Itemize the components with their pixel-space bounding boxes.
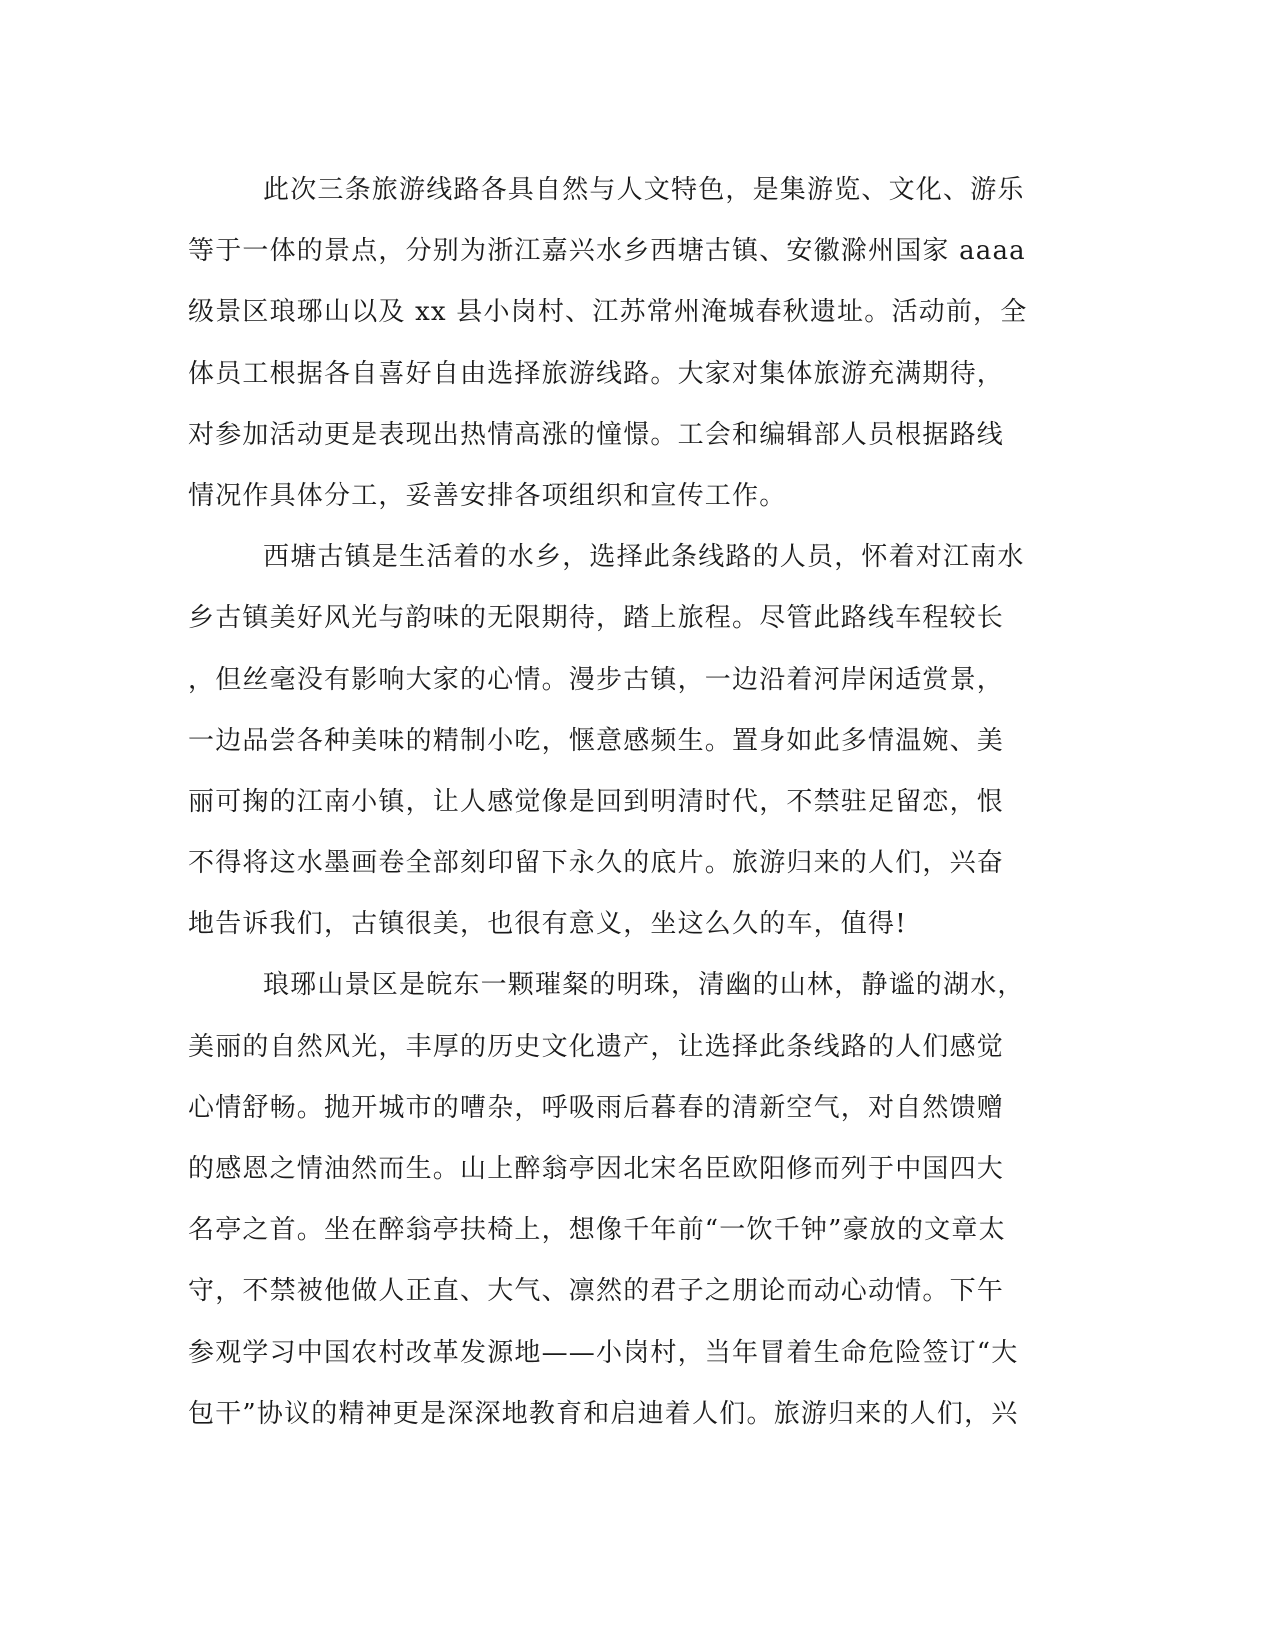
- paragraph-1-line: 此次三条旅游线路各具自然与人文特色，是集游览、文化、游乐: [263, 175, 1025, 205]
- paragraph-3-line: 美丽的自然风光，丰厚的历史文化遗产，让选择此条线路的人们感觉: [188, 1031, 1005, 1062]
- paragraph-2-line: 乡古镇美好风光与韵味的无限期待，踏上旅程。尽管此路线车程较长: [188, 603, 1005, 634]
- paragraph-1-line: 对参加活动更是表现出热情高涨的憧憬。工会和编辑部人员根据路线: [188, 419, 1005, 450]
- paragraph-1-line: 情况作具体分工，妥善安排各项组织和宣传工作。: [188, 480, 787, 511]
- paragraph-2-line: 丽可掬的江南小镇，让人感觉像是回到明清时代，不禁驻足留恋，恨: [188, 786, 1005, 817]
- paragraph-2-line: 一边品尝各种美味的精制小吃，惬意感频生。置身如此多情温婉、美: [188, 725, 1005, 756]
- paragraph-3-line: 参观学习中国农村改革发源地——小岗村，当年冒着生命危险签订“大: [188, 1337, 1019, 1368]
- paragraph-1-line: 级景区琅琊山以及 xx 县小岗村、江苏常州淹城春秋遗址。活动前，全: [188, 297, 1028, 328]
- paragraph-2-line: 不得将这水墨画卷全部刻印留下永久的底片。旅游归来的人们，兴奋: [188, 848, 1005, 879]
- paragraph-3-line: 守，不禁被他做人正直、大气、凛然的君子之朋论而动心动情。下午: [188, 1276, 1005, 1307]
- paragraph-3-line: 琅琊山景区是皖东一颗璀粲的明珠，清幽的山林，静谧的湖水，: [263, 970, 1025, 1001]
- paragraph-3-line: 的感恩之情油然而生。山上醉翁亭因北宋名臣欧阳修而列于中国四大: [188, 1154, 1005, 1184]
- paragraph-3-line: 心情舒畅。抛开城市的嘈杂，呼吸雨后暮春的清新空气，对自然馈赠: [188, 1092, 1005, 1123]
- paragraph-1-line: 等于一体的景点，分别为浙江嘉兴水乡西塘古镇、安徽滁州国家 aaaa: [188, 236, 1026, 267]
- paragraph-3-line: 名亭之首。坐在醉翁亭扶椅上，想像千年前“一饮千钟”豪放的文章太: [188, 1215, 1006, 1246]
- paragraph-3-line: 包干”协议的精神更是深深地教育和启迪着人们。旅游归来的人们，兴: [188, 1398, 1019, 1429]
- paragraph-2-line: 西塘古镇是生活着的水乡，选择此条线路的人员，怀着对江南水: [263, 542, 1025, 573]
- paragraph-2-line: 地告诉我们，古镇很美，也很有意义，坐这么久的车，值得!: [188, 909, 907, 940]
- paragraph-2-line: ，但丝毫没有影响大家的心情。漫步古镇，一边沿着河岸闲适赏景，: [188, 664, 1005, 695]
- paragraph-1-line: 体员工根据各自喜好自由选择旅游线路。大家对集体旅游充满期待，: [188, 358, 1005, 389]
- document-body: [188, 160, 1088, 1445]
